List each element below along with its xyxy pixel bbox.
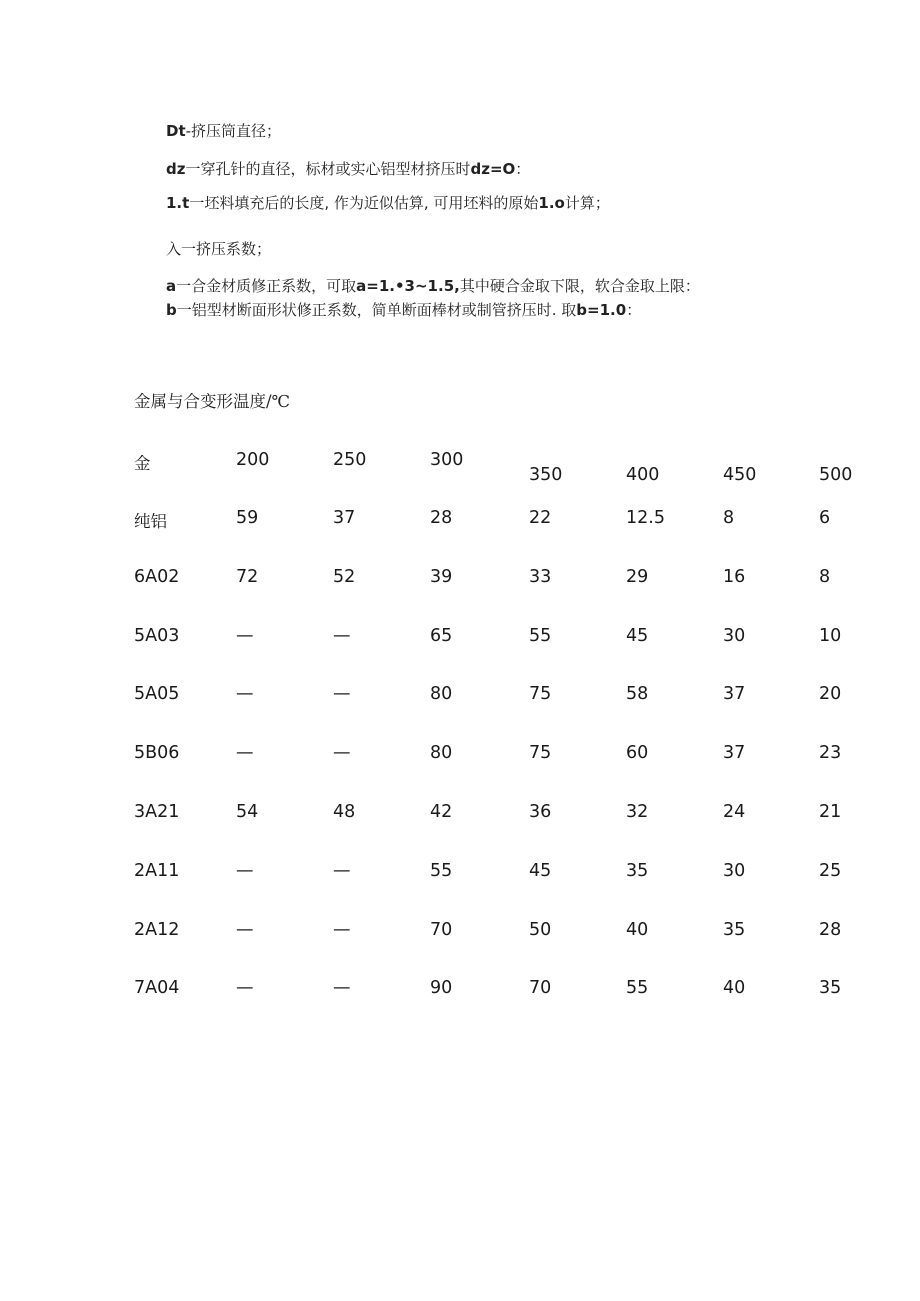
table-cell: 54 (236, 802, 259, 822)
table-cell: 22 (529, 508, 552, 528)
alloy-name: 5B06 (134, 743, 180, 763)
table-cell: — (236, 626, 254, 646)
alloy-name: 5A03 (134, 626, 180, 646)
table-cell: 8 (723, 508, 735, 528)
table-cell: — (236, 743, 254, 763)
table-cell: 70 (430, 920, 453, 940)
table-cell: 55 (626, 978, 649, 998)
table-cell: 40 (723, 978, 746, 998)
definition-b: b一铝型材断面形状修正系数，简单断面棒材或制管挤压时. 取b=1.0： (166, 301, 642, 319)
alloy-name: 2A12 (134, 920, 180, 940)
table-cell: 12.5 (626, 508, 665, 528)
table-cell: — (333, 684, 351, 704)
table-cell: 33 (529, 567, 552, 587)
table-cell: 35 (819, 978, 842, 998)
table-cell: 35 (626, 861, 649, 881)
header-temperature: 350 (529, 465, 563, 485)
table-cell: — (333, 626, 351, 646)
table-cell: 32 (626, 802, 649, 822)
table-cell: 20 (819, 684, 842, 704)
table-cell: 29 (626, 567, 649, 587)
table-cell: 58 (626, 684, 649, 704)
table-cell: 39 (430, 567, 453, 587)
table-cell: — (236, 861, 254, 881)
table-cell: — (333, 743, 351, 763)
table-cell: 90 (430, 978, 453, 998)
header-temperature: 250 (333, 450, 367, 470)
header-temperature: 450 (723, 465, 757, 485)
table-cell: — (333, 978, 351, 998)
table-cell: 45 (529, 861, 552, 881)
alloy-name: 7A04 (134, 978, 180, 998)
table-cell: — (333, 920, 351, 940)
table-cell: 70 (529, 978, 552, 998)
header-label: 金 (134, 454, 151, 473)
table-cell: 37 (723, 684, 746, 704)
table-cell: 25 (819, 861, 842, 881)
table-cell: 48 (333, 802, 356, 822)
definition-lt: 1.t一坯料填充后的长度, 作为近似估算, 可用坯料的原始1.o计算； (166, 194, 610, 212)
table-cell: 24 (723, 802, 746, 822)
table-caption: 金属与合变形温度/℃ (134, 392, 291, 411)
table-cell: 55 (529, 626, 552, 646)
table-cell: 60 (626, 743, 649, 763)
header-temperature: 500 (819, 465, 853, 485)
table-cell: — (333, 861, 351, 881)
header-temperature: 300 (430, 450, 464, 470)
table-cell: 45 (626, 626, 649, 646)
table-cell: 21 (819, 802, 842, 822)
alloy-name: 5A05 (134, 684, 180, 704)
definition-dt: Dt-挤压筒直径； (166, 122, 282, 140)
table-cell: — (236, 920, 254, 940)
table-cell: 36 (529, 802, 552, 822)
table-cell: 75 (529, 743, 552, 763)
alloy-name: 6A02 (134, 567, 180, 587)
table-cell: 75 (529, 684, 552, 704)
table-cell: — (236, 684, 254, 704)
definition-a: a一合金材质修正系数，可取a=1.•3~1.5,其中硬合金取下限，软合金取上限： (166, 277, 700, 295)
table-cell: 40 (626, 920, 649, 940)
table-cell: 23 (819, 743, 842, 763)
table-cell: 30 (723, 626, 746, 646)
alloy-name: 3A21 (134, 802, 180, 822)
definition-lambda: 入一挤压系数； (166, 240, 272, 258)
table-cell: 10 (819, 626, 842, 646)
definition-dz: dz一穿孔针的直径，标材或实心铝型材挤压时dz=O： (166, 160, 531, 178)
table-cell: 52 (333, 567, 356, 587)
table-cell: 50 (529, 920, 552, 940)
table-cell: 37 (333, 508, 356, 528)
table-cell: 28 (819, 920, 842, 940)
table-cell: — (236, 978, 254, 998)
table-cell: 80 (430, 684, 453, 704)
header-temperature: 400 (626, 465, 660, 485)
table-cell: 55 (430, 861, 453, 881)
table-cell: 42 (430, 802, 453, 822)
alloy-name: 纯铝 (134, 512, 167, 531)
table-cell: 80 (430, 743, 453, 763)
table-cell: 65 (430, 626, 453, 646)
table-cell: 8 (819, 567, 831, 587)
table-cell: 28 (430, 508, 453, 528)
header-temperature: 200 (236, 450, 270, 470)
table-cell: 16 (723, 567, 746, 587)
table-cell: 30 (723, 861, 746, 881)
table-cell: 35 (723, 920, 746, 940)
alloy-name: 2A11 (134, 861, 180, 881)
table-cell: 37 (723, 743, 746, 763)
table-cell: 6 (819, 508, 831, 528)
table-cell: 59 (236, 508, 259, 528)
table-cell: 72 (236, 567, 259, 587)
